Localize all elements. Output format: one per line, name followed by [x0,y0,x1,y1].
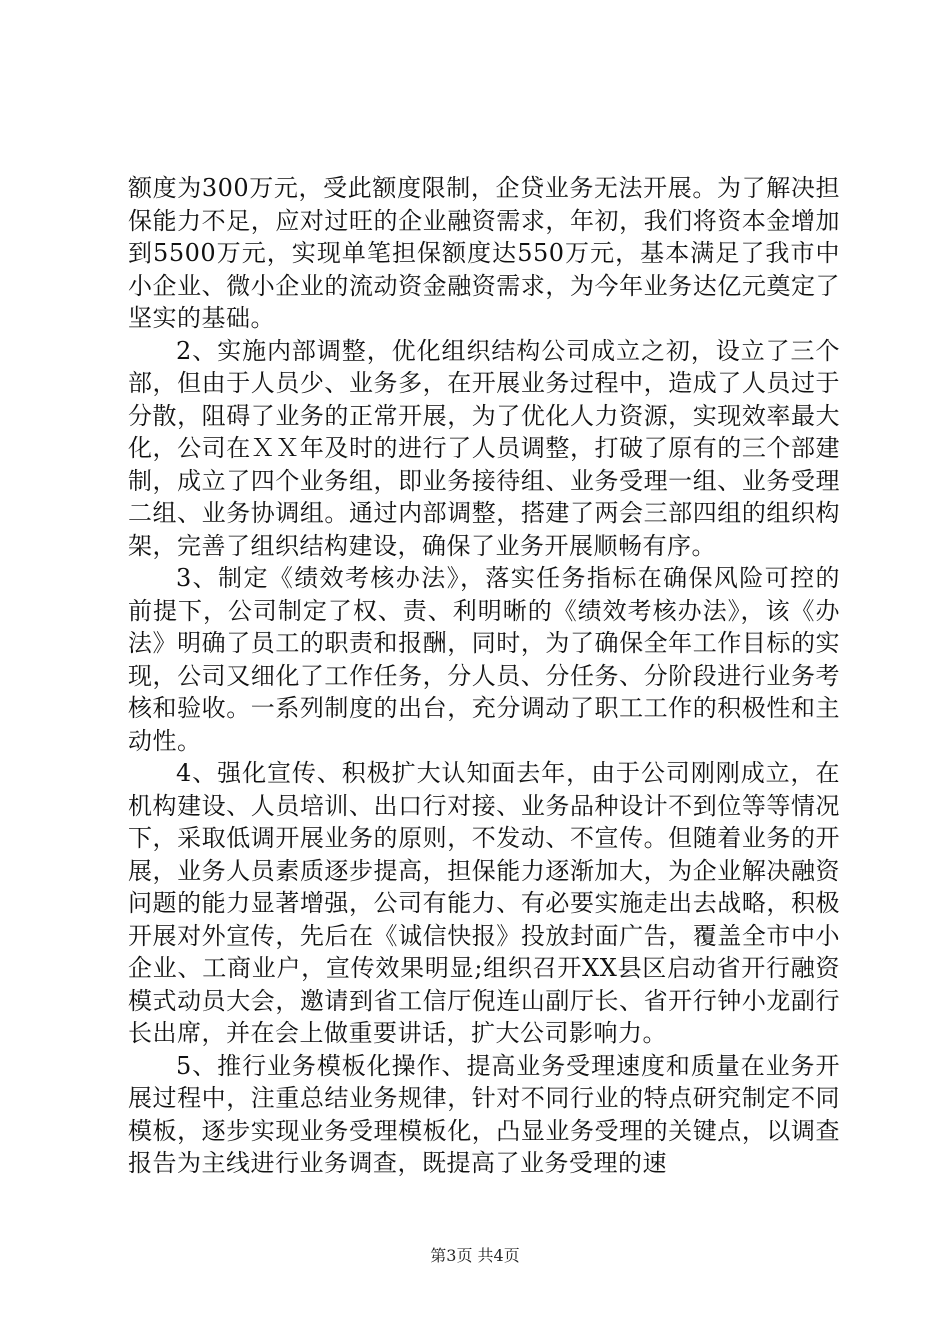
paragraph-2: 2、实施内部调整，优化组织结构公司成立之初，设立了三个部，但由于人员少、业务多，在开展业务过程中，造成了人员过于分散，阻碍了业务的正常开展，为了优化人力资源，实现效率最大化，公司在ＸＸ年及时的进行了人员调整，打破了原有的三个部建制，成立了四个业务组，即业务接待组、业务受理一组、业务受理二组、业务协调组。通过内部调整，搭建了两会三部四组的组织构架，完善了组织结构建设，确保了业务开展顺畅有序。 [128,336,840,560]
document-body [128,172,840,1180]
paragraph-3: 3、制定《绩效考核办法》，落实任务指标在确保风险可控的前提下，公司制定了权、责、利明晰的《绩效考核办法》，该《办法》明确了员工的职责和报酬，同时，为了确保全年工作目标的实现，公司又细化了工作任务，分人员、分任务、分阶段进行业务考核和验收。一系列制度的出台，充分调动了职工工作的积极性和主动性。 [128,564,840,755]
paragraph-5: 5、推行业务模板化操作、提高业务受理速度和质量在业务开展过程中，注重总结业务规律，针对不同行业的特点研究制定不同模板，逐步实现业务受理模板化，凸显业务受理的关键点，以调查报告为主线进行业务调查，既提高了业务受理的速 [128,1051,840,1177]
paragraph-4: 4、强化宣传、积极扩大认知面去年，由于公司刚刚成立，在机构建设、人员培训、出口行对接、业务品种设计不到位等等情况下，采取低调开展业务的原则，不发动、不宣传。但随着业务的开展，业务人员素质逐步提高，担保能力逐渐加大，为企业解决融资问题的能力显著增强，公司有能力、有必要实施走出去战略，积极开展对外宣传，先后在《诚信快报》投放封面广告，覆盖全市中小企业、工商业户，宣传效果明显;组织召开XX县区启动省开行融资模式动员大会，邀请到省工信厅倪连山副厅长、省开行钟小龙副行长出席，并在会上做重要讲话，扩大公司影响力。 [128,759,840,1047]
paragraph-1: 额度为300万元，受此额度限制，企贷业务无法开展。为了解决担保能力不足，应对过旺的企业融资需求，年初，我们将资本金增加到5500万元，实现单笔担保额度达550万元，基本满足了我市中小企业、微小企业的流动资金融资需求，为今年业务达亿元奠定了坚实的基础。 [128,174,840,332]
page-footer: 第3页 共4页 [430,1246,520,1265]
